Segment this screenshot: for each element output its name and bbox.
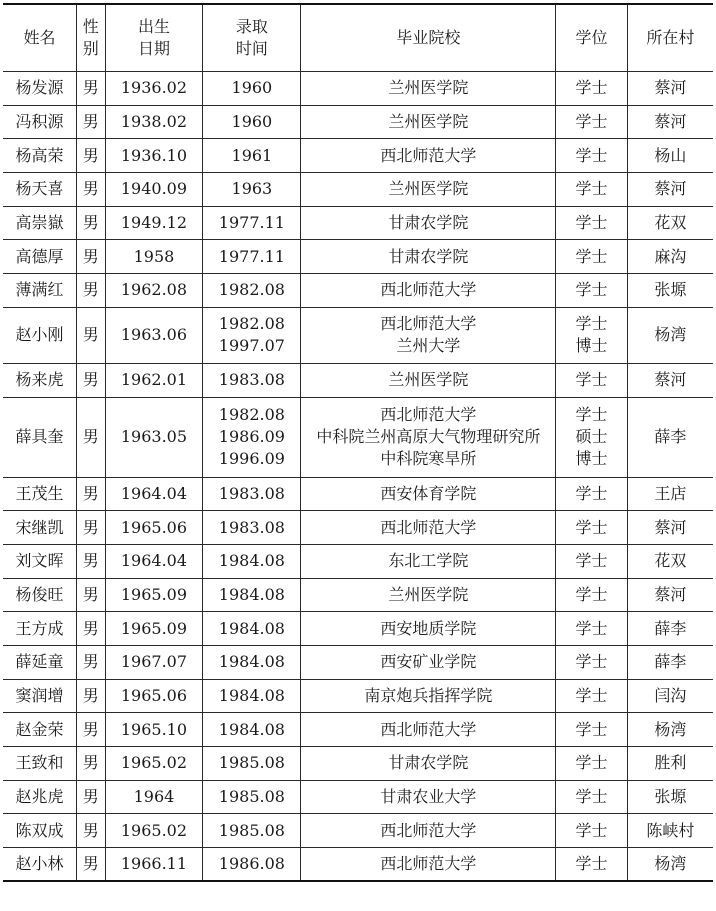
cell-line: 学士 xyxy=(575,405,608,424)
column-header-text: 姓名 xyxy=(23,28,56,47)
cell-village: 张塬 xyxy=(627,274,713,308)
cell-school xyxy=(301,645,556,679)
cell-line: 学士 xyxy=(575,753,608,773)
cell-village: 麻沟 xyxy=(627,240,713,274)
table-row xyxy=(3,578,713,612)
table-row xyxy=(3,139,713,173)
cell-admit xyxy=(203,612,301,646)
cell-admit xyxy=(203,814,301,848)
cell-sex: 男 xyxy=(76,139,105,173)
cell-birth: 1938.02 xyxy=(105,105,203,139)
cell-school xyxy=(301,780,556,814)
cell-admit xyxy=(203,307,301,363)
cell-degree xyxy=(556,240,627,274)
cell-degree xyxy=(556,578,627,612)
cell-admit xyxy=(203,397,301,477)
cell-line: 西北师范大学 xyxy=(380,280,477,300)
table-row xyxy=(3,612,713,646)
cell-sex: 男 xyxy=(76,780,105,814)
cell-birth: 1965.09 xyxy=(105,578,203,612)
cell-line: 中科院兰州高原大气物理研究所 xyxy=(316,427,541,446)
cell-birth: 1966.11 xyxy=(105,848,203,882)
cell-line: 1984.08 xyxy=(218,618,285,638)
column-header-birth xyxy=(105,4,203,72)
cell-line: 1996.09 xyxy=(218,449,285,468)
cell-degree xyxy=(556,173,627,207)
cell-admit xyxy=(203,511,301,545)
cell-line: 西安体育学院 xyxy=(380,483,477,503)
cell-school xyxy=(301,477,556,511)
cell-birth: 1965.06 xyxy=(105,511,203,545)
cell-school xyxy=(301,105,556,139)
cell-degree xyxy=(556,511,627,545)
cell-birth: 1949.12 xyxy=(105,206,203,240)
table-row xyxy=(3,173,713,207)
cell-name: 宋继凯 xyxy=(3,511,76,545)
cell-name: 窦润增 xyxy=(3,679,76,713)
cell-line: 1984.08 xyxy=(218,584,285,604)
cell-name: 冯积源 xyxy=(3,105,76,139)
cell-sex: 男 xyxy=(76,713,105,747)
cell-line: 1977.11 xyxy=(218,246,285,266)
cell-school xyxy=(301,307,556,363)
table-body xyxy=(3,72,713,882)
cell-name: 赵兆虎 xyxy=(3,780,76,814)
cell-line: 学士 xyxy=(575,179,608,199)
column-header-text: 毕业院校 xyxy=(396,28,461,47)
cell-line: 南京炮兵指挥学院 xyxy=(364,685,493,705)
table-row xyxy=(3,477,713,511)
cell-line: 1985.08 xyxy=(218,787,285,807)
cell-village: 花双 xyxy=(627,544,713,578)
cell-line: 学士 xyxy=(575,145,608,165)
cell-line: 1982.08 xyxy=(218,280,285,300)
cell-village: 杨湾 xyxy=(627,848,713,882)
cell-sex: 男 xyxy=(76,511,105,545)
document-page xyxy=(3,3,713,882)
cell-line: 1963 xyxy=(231,179,273,199)
column-header-text: 出生 xyxy=(137,17,170,36)
cell-name: 杨高荣 xyxy=(3,139,76,173)
cell-line: 西北师范大学 xyxy=(380,145,477,165)
cell-degree xyxy=(556,307,627,363)
cell-line: 1983.08 xyxy=(218,517,285,537)
cell-village: 薛李 xyxy=(627,612,713,646)
cell-line: 学士 xyxy=(575,551,608,571)
cell-admit xyxy=(203,206,301,240)
cell-sex: 男 xyxy=(76,814,105,848)
cell-admit xyxy=(203,363,301,397)
cell-line: 1985.08 xyxy=(218,753,285,773)
cell-sex: 男 xyxy=(76,240,105,274)
cell-line: 学士 xyxy=(575,652,608,672)
cell-line: 学士 xyxy=(575,246,608,266)
cell-line: 1984.08 xyxy=(218,719,285,739)
cell-sex: 男 xyxy=(76,848,105,882)
cell-line: 1984.08 xyxy=(218,685,285,705)
cell-line: 1983.08 xyxy=(218,483,285,503)
cell-line: 1984.08 xyxy=(218,652,285,672)
cell-birth: 1965.06 xyxy=(105,679,203,713)
cell-line: 学士 xyxy=(575,112,608,132)
table-row xyxy=(3,307,713,363)
cell-admit xyxy=(203,240,301,274)
cell-admit xyxy=(203,848,301,882)
cell-name: 薄满红 xyxy=(3,274,76,308)
cell-line: 兰州大学 xyxy=(396,336,461,356)
cell-village: 蔡河 xyxy=(627,173,713,207)
cell-birth: 1964.04 xyxy=(105,544,203,578)
cell-degree xyxy=(556,780,627,814)
cell-degree xyxy=(556,645,627,679)
cell-name: 薛具奎 xyxy=(3,397,76,477)
cell-degree xyxy=(556,477,627,511)
cell-name: 杨来虎 xyxy=(3,363,76,397)
cell-admit xyxy=(203,477,301,511)
table-row xyxy=(3,544,713,578)
table-row xyxy=(3,206,713,240)
cell-line: 兰州医学院 xyxy=(388,584,469,604)
cell-degree xyxy=(556,814,627,848)
cell-degree xyxy=(556,747,627,781)
cell-name: 刘文晖 xyxy=(3,544,76,578)
cell-village: 蔡河 xyxy=(627,72,713,106)
cell-school xyxy=(301,240,556,274)
cell-line: 西北师范大学 xyxy=(380,820,477,840)
table-row xyxy=(3,397,713,477)
column-header-text: 时间 xyxy=(235,39,268,58)
cell-village: 蔡河 xyxy=(627,578,713,612)
table-row xyxy=(3,274,713,308)
cell-school xyxy=(301,848,556,882)
cell-village: 薛李 xyxy=(627,645,713,679)
cell-line: 兰州医学院 xyxy=(388,370,469,390)
cell-name: 赵金荣 xyxy=(3,713,76,747)
cell-school xyxy=(301,544,556,578)
graduates-table xyxy=(3,3,713,882)
cell-line: 学士 xyxy=(575,517,608,537)
cell-line: 学士 xyxy=(575,584,608,604)
table-row xyxy=(3,679,713,713)
cell-line: 1982.08 xyxy=(218,405,285,424)
column-header-text: 所在村 xyxy=(646,28,695,47)
table-row xyxy=(3,747,713,781)
table-row xyxy=(3,814,713,848)
cell-line: 硕士 xyxy=(575,427,608,446)
cell-school xyxy=(301,747,556,781)
cell-admit xyxy=(203,72,301,106)
cell-degree xyxy=(556,105,627,139)
table-row xyxy=(3,645,713,679)
cell-line: 甘肃农学院 xyxy=(388,753,469,773)
cell-line: 西北师范大学 xyxy=(380,854,477,874)
cell-line: 学士 xyxy=(575,213,608,233)
cell-school xyxy=(301,612,556,646)
cell-line: 甘肃农学院 xyxy=(388,246,469,266)
cell-birth: 1964.04 xyxy=(105,477,203,511)
cell-line: 学士 xyxy=(575,685,608,705)
cell-name: 赵小刚 xyxy=(3,307,76,363)
cell-school xyxy=(301,206,556,240)
cell-degree xyxy=(556,397,627,477)
cell-village: 胜利 xyxy=(627,747,713,781)
cell-line: 中科院寒旱所 xyxy=(380,449,477,468)
cell-admit xyxy=(203,105,301,139)
cell-degree xyxy=(556,612,627,646)
cell-line: 学士 xyxy=(575,483,608,503)
column-header-text: 日期 xyxy=(137,39,170,58)
cell-line: 博士 xyxy=(575,336,608,356)
header-row xyxy=(3,4,713,72)
cell-village: 杨湾 xyxy=(627,713,713,747)
cell-line: 学士 xyxy=(575,314,608,334)
column-header-text: 学位 xyxy=(575,28,608,47)
cell-degree xyxy=(556,544,627,578)
table-header xyxy=(3,4,713,72)
cell-school xyxy=(301,814,556,848)
cell-birth: 1962.01 xyxy=(105,363,203,397)
cell-name: 高崇嶽 xyxy=(3,206,76,240)
cell-birth: 1965.10 xyxy=(105,713,203,747)
cell-line: 西北师范大学 xyxy=(380,405,477,424)
column-header-text: 录取 xyxy=(235,17,268,36)
cell-line: 学士 xyxy=(575,787,608,807)
cell-birth: 1965.02 xyxy=(105,747,203,781)
cell-admit xyxy=(203,645,301,679)
cell-sex: 男 xyxy=(76,307,105,363)
cell-line: 学士 xyxy=(575,618,608,638)
cell-admit xyxy=(203,544,301,578)
cell-line: 1977.11 xyxy=(218,213,285,233)
column-header-village xyxy=(627,4,713,72)
cell-village: 蔡河 xyxy=(627,105,713,139)
cell-village: 陈峡村 xyxy=(627,814,713,848)
cell-school xyxy=(301,139,556,173)
cell-sex: 男 xyxy=(76,363,105,397)
cell-admit xyxy=(203,713,301,747)
table-row xyxy=(3,105,713,139)
cell-admit xyxy=(203,578,301,612)
cell-line: 西安地质学院 xyxy=(380,618,477,638)
cell-line: 兰州医学院 xyxy=(388,78,469,98)
column-header-admit xyxy=(203,4,301,72)
cell-sex: 男 xyxy=(76,206,105,240)
cell-degree xyxy=(556,72,627,106)
cell-line: 1984.08 xyxy=(218,551,285,571)
cell-line: 学士 xyxy=(575,820,608,840)
table-row xyxy=(3,72,713,106)
cell-village: 薛李 xyxy=(627,397,713,477)
cell-village: 蔡河 xyxy=(627,511,713,545)
cell-line: 1961 xyxy=(231,145,273,165)
cell-school xyxy=(301,511,556,545)
table-row xyxy=(3,713,713,747)
cell-line: 兰州医学院 xyxy=(388,112,469,132)
cell-sex: 男 xyxy=(76,645,105,679)
cell-birth: 1965.02 xyxy=(105,814,203,848)
cell-sex: 男 xyxy=(76,274,105,308)
cell-birth: 1963.05 xyxy=(105,397,203,477)
cell-school xyxy=(301,578,556,612)
cell-sex: 男 xyxy=(76,105,105,139)
cell-name: 杨发源 xyxy=(3,72,76,106)
cell-degree xyxy=(556,206,627,240)
cell-line: 学士 xyxy=(575,78,608,98)
cell-line: 1986.09 xyxy=(218,427,285,446)
cell-name: 王致和 xyxy=(3,747,76,781)
cell-sex: 男 xyxy=(76,477,105,511)
cell-line: 学士 xyxy=(575,719,608,739)
cell-line: 甘肃农学院 xyxy=(388,213,469,233)
cell-degree xyxy=(556,274,627,308)
cell-name: 杨俊旺 xyxy=(3,578,76,612)
cell-school xyxy=(301,363,556,397)
column-header-sex xyxy=(76,4,105,72)
column-header-school xyxy=(301,4,556,72)
cell-village: 杨山 xyxy=(627,139,713,173)
cell-village: 杨湾 xyxy=(627,307,713,363)
cell-degree xyxy=(556,713,627,747)
cell-sex: 男 xyxy=(76,747,105,781)
cell-birth: 1964 xyxy=(105,780,203,814)
cell-name: 赵小林 xyxy=(3,848,76,882)
table-row xyxy=(3,511,713,545)
column-header-text: 别 xyxy=(82,39,99,58)
cell-school xyxy=(301,274,556,308)
cell-sex: 男 xyxy=(76,72,105,106)
cell-name: 高德厚 xyxy=(3,240,76,274)
cell-line: 西北师范大学 xyxy=(380,719,477,739)
cell-school xyxy=(301,397,556,477)
cell-line: 西安矿业学院 xyxy=(380,652,477,672)
cell-line: 东北工学院 xyxy=(388,551,469,571)
cell-sex: 男 xyxy=(76,679,105,713)
cell-birth: 1936.10 xyxy=(105,139,203,173)
cell-sex: 男 xyxy=(76,397,105,477)
table-row xyxy=(3,780,713,814)
cell-line: 学士 xyxy=(575,280,608,300)
cell-sex: 男 xyxy=(76,544,105,578)
cell-village: 花双 xyxy=(627,206,713,240)
column-header-degree xyxy=(556,4,627,72)
cell-line: 博士 xyxy=(575,449,608,468)
cell-name: 陈双成 xyxy=(3,814,76,848)
cell-line: 1983.08 xyxy=(218,370,285,390)
cell-village: 蔡河 xyxy=(627,363,713,397)
column-header-name xyxy=(3,4,76,72)
cell-school xyxy=(301,72,556,106)
cell-village: 王店 xyxy=(627,477,713,511)
cell-name: 王茂生 xyxy=(3,477,76,511)
cell-admit xyxy=(203,139,301,173)
cell-sex: 男 xyxy=(76,612,105,646)
cell-village: 闫沟 xyxy=(627,679,713,713)
cell-birth: 1963.06 xyxy=(105,307,203,363)
cell-line: 1982.08 xyxy=(218,314,285,334)
cell-birth: 1962.08 xyxy=(105,274,203,308)
cell-birth: 1958 xyxy=(105,240,203,274)
cell-name: 薛延童 xyxy=(3,645,76,679)
cell-line: 学士 xyxy=(575,370,608,390)
cell-sex: 男 xyxy=(76,173,105,207)
cell-school xyxy=(301,713,556,747)
cell-line: 兰州医学院 xyxy=(388,179,469,199)
table-row xyxy=(3,240,713,274)
table-row xyxy=(3,363,713,397)
cell-line: 1986.08 xyxy=(218,854,285,874)
cell-line: 甘肃农业大学 xyxy=(380,787,477,807)
cell-line: 1985.08 xyxy=(218,820,285,840)
cell-admit xyxy=(203,274,301,308)
cell-admit xyxy=(203,679,301,713)
cell-admit xyxy=(203,780,301,814)
cell-degree xyxy=(556,363,627,397)
cell-line: 1997.07 xyxy=(218,336,285,356)
cell-school xyxy=(301,679,556,713)
cell-birth: 1940.09 xyxy=(105,173,203,207)
cell-line: 1960 xyxy=(231,78,273,98)
cell-village: 张塬 xyxy=(627,780,713,814)
cell-line: 1960 xyxy=(231,112,273,132)
column-header-text: 性 xyxy=(82,17,99,36)
cell-school xyxy=(301,173,556,207)
cell-line: 西北师范大学 xyxy=(380,517,477,537)
cell-birth: 1936.02 xyxy=(105,72,203,106)
cell-birth: 1967.07 xyxy=(105,645,203,679)
cell-birth: 1965.09 xyxy=(105,612,203,646)
cell-degree xyxy=(556,848,627,882)
cell-degree xyxy=(556,679,627,713)
table-row xyxy=(3,848,713,882)
cell-admit xyxy=(203,747,301,781)
cell-admit xyxy=(203,173,301,207)
cell-line: 西北师范大学 xyxy=(380,314,477,334)
cell-degree xyxy=(556,139,627,173)
cell-line: 学士 xyxy=(575,854,608,874)
cell-name: 杨天喜 xyxy=(3,173,76,207)
cell-name: 王方成 xyxy=(3,612,76,646)
cell-sex: 男 xyxy=(76,578,105,612)
